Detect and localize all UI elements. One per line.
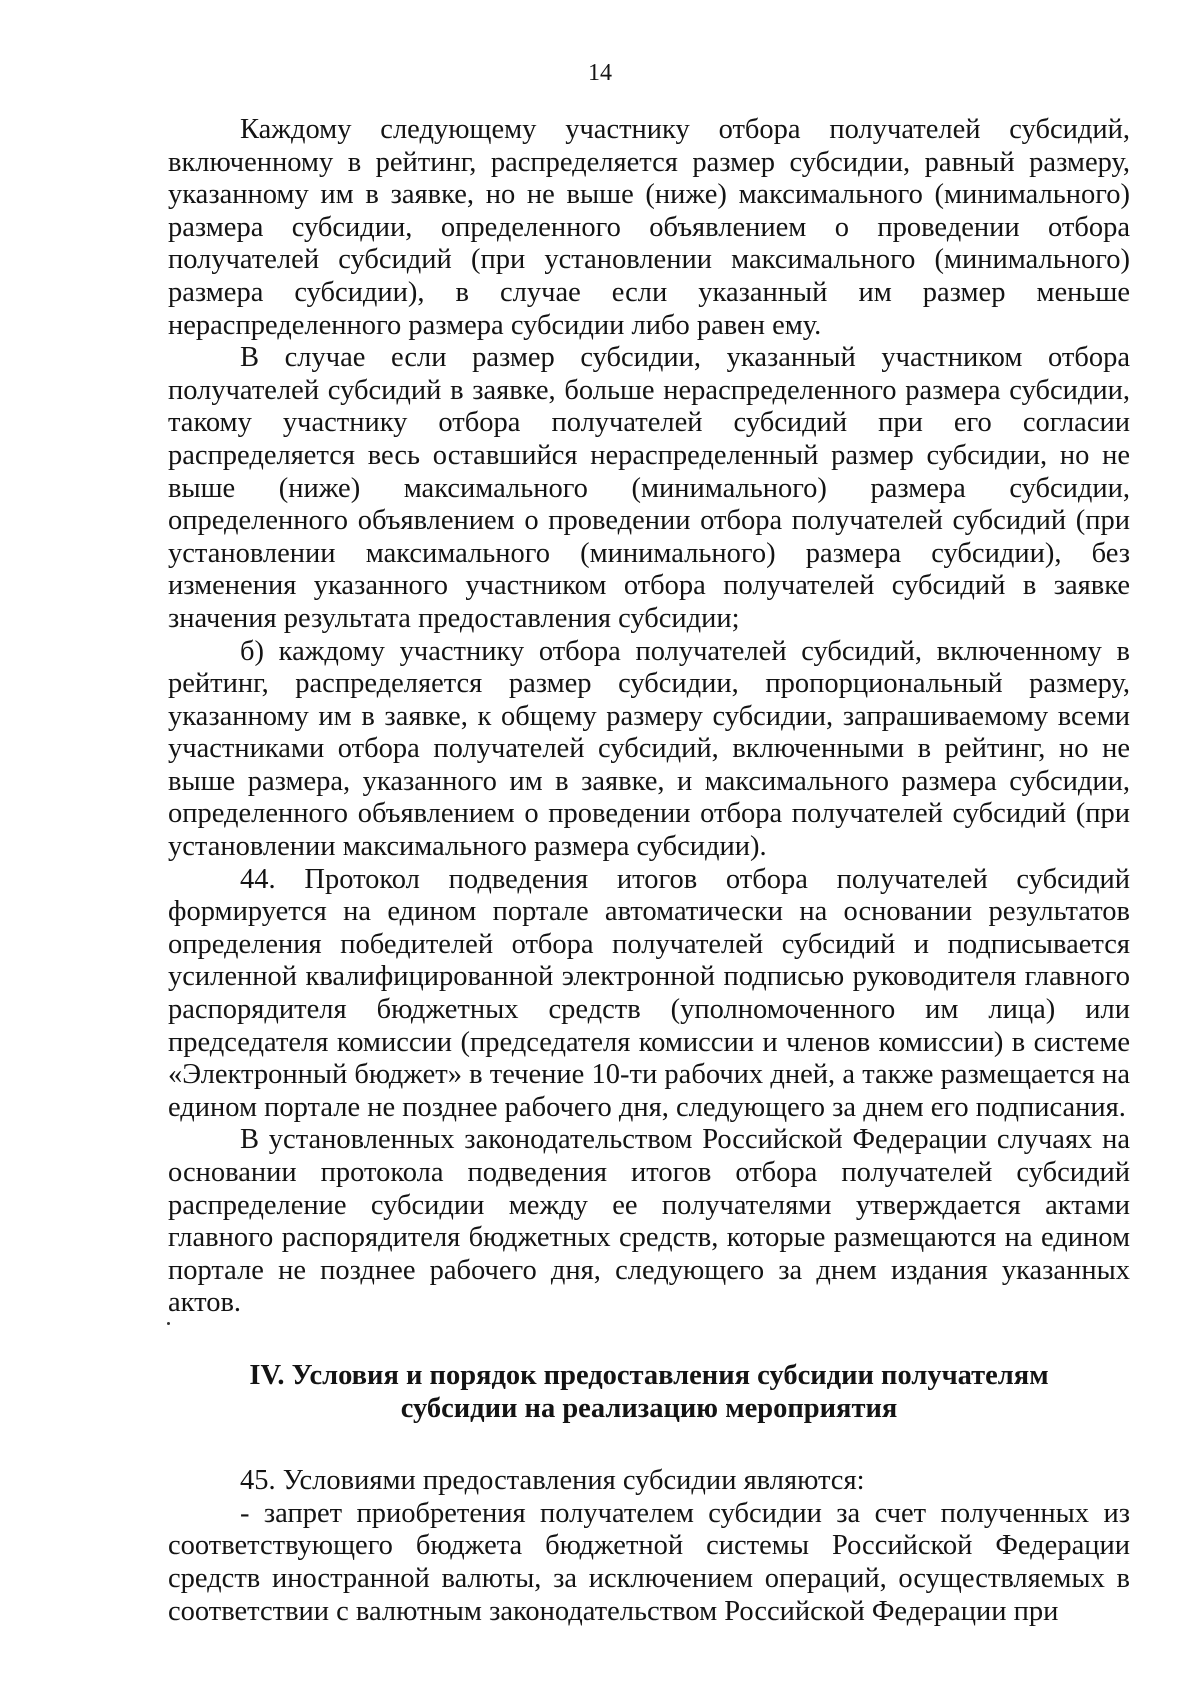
section-heading-line: IV. Условия и порядок предоставления субсидии получателям — [249, 1359, 1049, 1391]
paragraph: 45. Условиями предоставления субсидии являются: — [240, 1465, 865, 1497]
paragraph: Каждому следующему участнику отбора получателей субсидий, включенному в рейтинг, распределяется размер субсидии, равный размеру, указанному им в заявке, но не выше (ниже) максимального (минимального) размера субсидии, определенного объявлением о проведении отбора получателей субсидий (при установлении максимального (минимального) размера субсидии), в случае если указанный им размер меньше нераспределенного размера субсидии либо равен ему. — [168, 114, 1130, 341]
page-number: 14 — [588, 60, 612, 86]
document-body — [168, 114, 1130, 1628]
section-heading-line: субсидии на реализацию мероприятия — [400, 1392, 898, 1424]
section-heading — [168, 1360, 1130, 1425]
paragraph: - запрет приобретения получателем субсидии за счет полученных из соответствующего бюджета бюджетной системы Российской Федерации средств иностранной валюты, за исключением операций, осуществляемых в соответствии с валютным законодательством Российской Федерации при — [168, 1497, 1130, 1627]
paragraph: б) каждому участнику отбора получателей субсидий, включенному в рейтинг, распределяется размер субсидии, пропорциональный размеру, указанному им в заявке, к общему размеру субсидии, запрашиваемому всеми участниками отбора получателей субсидий, включенными в рейтинг, но не выше размера, указанного им в заявке, и максимального размера субсидии, определенного объявлением о проведении отбора получателей субсидий (при установлении максимального размера субсидии). — [168, 635, 1130, 863]
paragraph: В установленных законодательством Российской Федерации случаях на основании протокола подведения итогов отбора получателей субсидий распределение субсидии между ее получателями утверждается актами главного распорядителя бюджетных средств, которые размещаются на едином портале не позднее рабочего дня, следующего за днем издания указанных актов. — [168, 1124, 1130, 1319]
paragraph: 44. Протокол подведения итогов отбора получателей субсидий формируется на едином портале автоматически на основании результатов определения победителей отбора получателей субсидий и подписывается усиленной квалифицированной электронной подписью руководителя главного распорядителя бюджетных средств (уполномоченного им лица) или председателя комиссии (председателя комиссии и членов комиссии) в системе «Электронный бюджет» в течение 10-ти рабочих дней, а также размещается на едином портале не позднее рабочего дня, следующего за днем его подписания. — [168, 863, 1130, 1123]
paragraph: В случае если размер субсидии, указанный участником отбора получателей субсидий в заявке, больше нераспределенного размера субсидии, такому участнику отбора получателей субсидий при его согласии распределяется весь оставшийся нераспределенный размер субсидии, но не выше (ниже) максимального (минимального) размера субсидии, определенного объявлением о проведении отбора получателей субсидий (при установлении максимального (минимального) размера субсидии), без изменения указанного участником отбора получателей субсидий в заявке значения результата предоставления субсидии; — [168, 342, 1130, 634]
scan-speck — [167, 1322, 170, 1325]
